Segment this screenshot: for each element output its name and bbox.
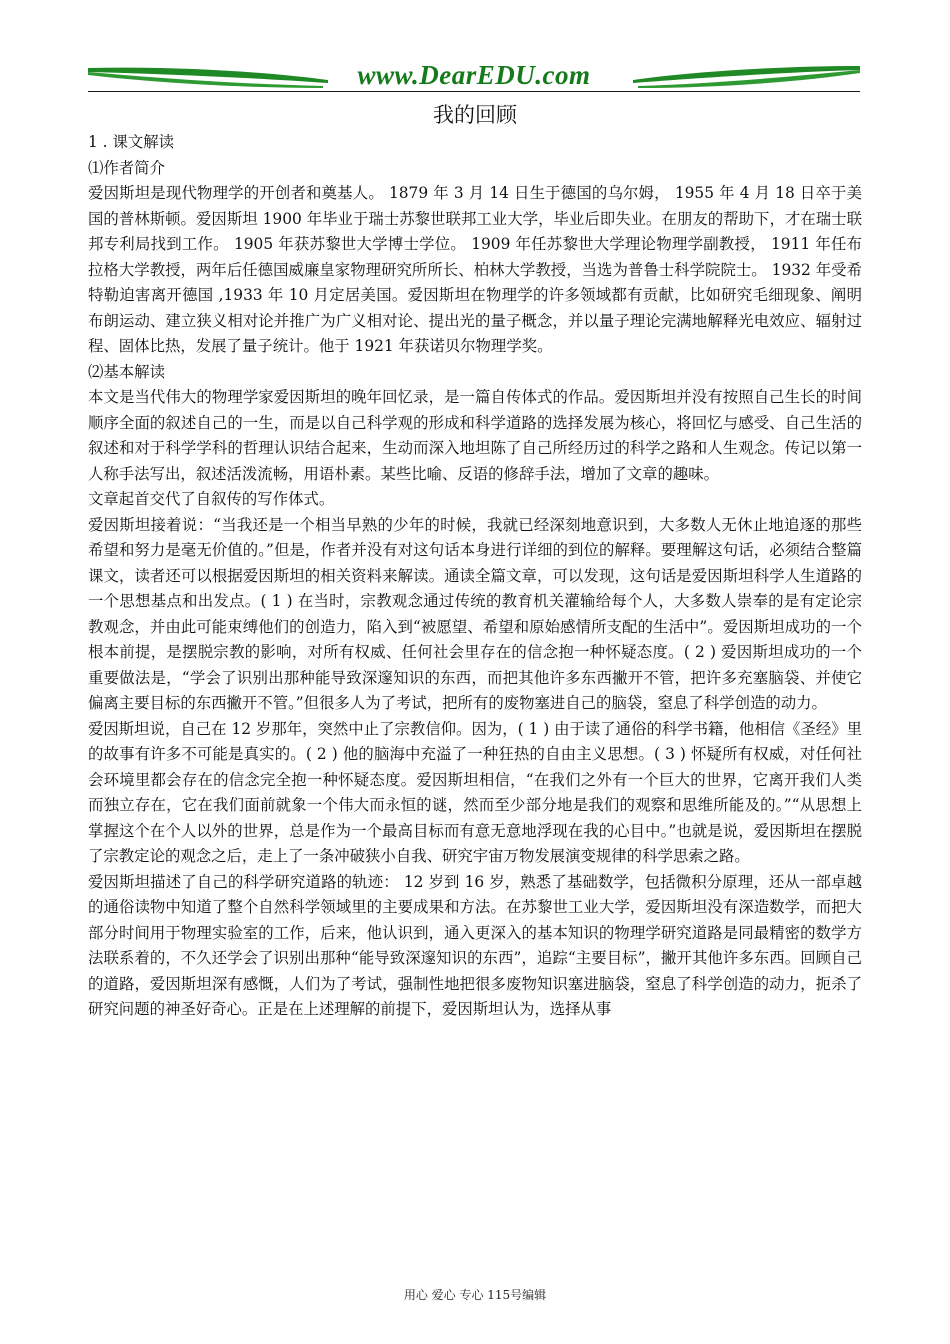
- header-divider: [88, 91, 860, 92]
- paragraph: 爱因斯坦是现代物理学的开创者和奠基人。 1879 年 3 月 14 日生于德国的乌尔姆， 1955 年 4 月 18 日卒于美国的普林斯顿。爱因斯坦 1900 年毕业于瑞士苏黎世联邦工业大学，毕业后即失业。在朋友的帮助下，才在瑞士联邦专利局找到工作。 1905 年获苏黎世大学博士学位。 1909 年任苏黎世大学理论物理学副教授， 1911 年任布拉格大学教授，两年后任德国威廉皇家物理研究所所长、柏林大学教授，当选为普鲁士科学院院士。 1932 年受希特勒迫害离开德国 ,1933 年 10 月定居美国。爱因斯坦在物理学的许多领域都有贡献，比如研究毛细现象、阐明布朗运动、建立狭义相对论并推广为广义相对论、提出光的量子概念，并以量子理论完满地解释光电效应、辐射过程、固体比热，发展了量子统计。他于 1921 年获诺贝尔物理学奖。: [88, 184, 862, 355]
- paragraph: 爱因斯坦说，自己在 12 岁那年，突然中止了宗教信仰。因为，( 1 ) 由于读了通俗的科学书籍，他相信《圣经》里的故事有许多不可能是真实的。( 2 ) 他的脑海中充溢了一种狂热的自由主义思想。( 3 ) 怀疑所有权威，对任何社会环境里都会存在的信念完全抱一种怀疑态度。爱因斯坦相信，“在我们之外有一个巨大的世界，它离开我们人类而独立存在，它在我们面前就象一个伟大而永恒的谜，然而至少部分地是我们的观察和思维所能及的。”“从思想上掌握这个在个人以外的世界，总是作为一个最高目标而有意无意地浮现在我的心目中。”也就是说，爱因斯坦在摆脱了宗教定论的观念之后，走上了一条冲破狭小自我、研究宇宙万物发展演变规律的科学思索之路。: [88, 719, 862, 865]
- paragraph: 本文是当代伟大的物理学家爱因斯坦的晚年回忆录，是一篇自传体式的作品。爱因斯坦并没有按照自己生长的时间顺序全面的叙述自己的一生，而是以自己科学观的形成和科学道路的选择发展为核心，将回忆与感受、自己生活的叙述和对于科学学科的哲理认识结合起来，生动而深入地坦陈了自己所经历过的科学之路和人生观念。传记以第一人称手法写出，叙述活泼流畅，用语朴素。某些比喻、反语的修辞手法，增加了文章的趣味。: [88, 388, 862, 483]
- subheading-basic-reading: ⑵基本解读: [88, 362, 165, 381]
- page-footer: 用心 爱心 专心 115号编辑: [403, 1288, 547, 1302]
- paragraph: 文章起首交代了自叙传的写作体式。: [88, 490, 335, 508]
- subheading-author-intro: ⑴作者简介: [88, 158, 165, 177]
- page-title: 我的回顾: [433, 103, 517, 127]
- paragraph: 爱因斯坦描述了自己的科学研究道路的轨迹： 12 岁到 16 岁，熟悉了基础数学，包括微积分原理，还从一部卓越的通俗读物中知道了整个自然科学领域里的主要成果和方法。在苏黎世工业大学，爱因斯坦没有深造数学，而把大部分时间用于物理实验室的工作，后来，他认识到，通入更深入的基本知识的物理学研究道路是同最精密的数学方法联系着的，不久还学会了识别出那种“能导致深邃知识的东西”，追踪“主要目标”，撇开其他许多东西。回顾自己的道路，爱因斯坦深有感慨，人们为了考试，强制性地把很多废物知识塞进脑袋，窒息了科学创造的动力，扼杀了研究问题的神圣好奇心。正是在上述理解的前提下，爱因斯坦认为，选择从事: [88, 872, 862, 1018]
- site-logo-text: www.DearEDU.com: [357, 60, 591, 90]
- section-heading: 1 . 课文解读: [88, 133, 175, 151]
- document-body: [88, 130, 862, 1023]
- paragraph: 爱因斯坦接着说：“当我还是一个相当早熟的少年的时候，我就已经深刻地意识到，大多数人无休止地追逐的那些希望和努力是毫无价值的。”但是，作者并没有对这句话本身进行详细的到位的解释。要理解这句话，必须结合整篇课文，读者还可以根据爱因斯坦的相关资料来解读。通读全篇文章，可以发现，这句话是爱因斯坦科学人生道路的一个思想基点和出发点。( 1 ) 在当时，宗教观念通过传统的教育机关灌输给每个人，大多数人崇奉的是有定论宗教观念，并由此可能束缚他们的创造力，陷入到“被愿望、希望和原始感情所支配的生活中”。爱因斯坦成功的一个根本前提，是摆脱宗教的影响，对所有权威、任何社会里存在的信念抱一种怀疑态度。( 2 ) 爱因斯坦成功的一个重要做法是，“学会了识别出那种能导致深邃知识的东西，而把其他许多东西撇开不管，把许多充塞脑袋、并使它偏离主要目标的东西撇开不管。”但很多人为了考试，把所有的废物塞进自己的脑袋，窒息了科学创造的动力。: [88, 515, 862, 712]
